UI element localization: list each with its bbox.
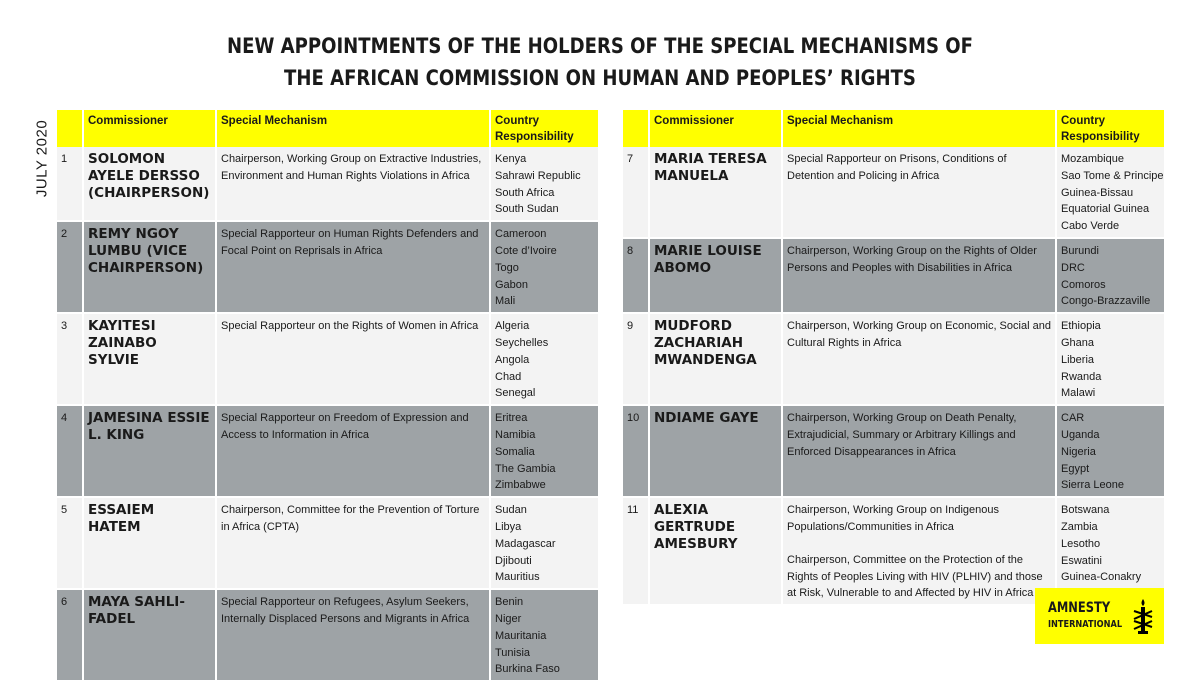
country-list <box>490 221 598 313</box>
country-item: Egypt <box>1061 462 1090 475</box>
header-number <box>57 110 83 147</box>
special-mechanism: Chairperson, Working Group on Extractive Industries, Environment and Human Rights Violations in Africa <box>221 153 482 182</box>
header-country: Country Responsibility <box>490 110 598 147</box>
country-item: Tunisia <box>495 646 531 659</box>
commissioner-name: NDIAME GAYE <box>649 405 782 497</box>
country-item: Lesotho <box>1061 537 1101 550</box>
special-mechanism-cell <box>216 589 490 680</box>
country-item: South Sudan <box>495 203 559 216</box>
country-item: Togo <box>495 261 519 274</box>
table-header-row <box>57 110 598 147</box>
logo-line-2: INTERNATIONAL <box>1048 619 1123 630</box>
country-list <box>1056 147 1164 238</box>
row-number: 7 <box>623 147 649 238</box>
country-item: Mauritania <box>495 629 547 642</box>
country-list <box>1056 405 1164 497</box>
country-list <box>490 589 598 680</box>
country-item: Benin <box>495 596 524 609</box>
country-item: Eritrea <box>495 412 528 425</box>
table-row <box>623 238 1164 313</box>
country-item: Malawi <box>1061 387 1096 400</box>
commissioner-name: REMY NGOY LUMBU (VICE CHAIRPERSON) <box>83 221 216 313</box>
special-mechanism-cell <box>216 497 490 589</box>
commissioner-name: MUDFORD ZACHARIAH MWANDENGA <box>649 313 782 405</box>
country-item: Sudan <box>495 504 527 517</box>
country-item: Mauritius <box>495 571 540 584</box>
special-mechanism-cell <box>216 221 490 313</box>
logo-line-1: AMNESTY <box>1048 600 1111 616</box>
country-item: Cameroon <box>495 228 547 241</box>
row-number: 10 <box>623 405 649 497</box>
left-appointments-table <box>57 110 598 680</box>
special-mechanism: Special Rapporteur on Prisons, Conditions of Detention and Policing in Africa <box>787 153 1007 182</box>
commissioner-name: KAYITESI ZAINABO SYLVIE <box>83 313 216 405</box>
country-item: DRC <box>1061 261 1085 274</box>
table-row <box>57 497 598 589</box>
country-item: Guinea-Bissau <box>1061 186 1134 199</box>
date-text: JULY 2020 <box>33 119 51 198</box>
special-mechanism-cell <box>216 313 490 405</box>
table-row <box>57 313 598 405</box>
special-mechanism: Special Rapporteur on Human Rights Defenders and Focal Point on Reprisals in Africa <box>221 228 479 257</box>
row-number: 11 <box>623 497 649 604</box>
country-item: Angola <box>495 353 530 366</box>
commissioner-name: MARIA TERESA MANUELA <box>649 147 782 238</box>
special-mechanism: Chairperson, Working Group on Death Penalty, Extrajudicial, Summary or Arbitrary Killings and Enforced Disappearances in Africa <box>787 412 1017 458</box>
header-number <box>623 110 649 147</box>
row-number: 9 <box>623 313 649 405</box>
country-list <box>490 313 598 405</box>
country-item: Mali <box>495 295 516 308</box>
country-item: Rwanda <box>1061 370 1102 383</box>
commissioner-name: ALEXIA GERTRUDE AMESBURY <box>649 497 782 604</box>
commissioner-name: SOLOMON AYELE DERSSO (CHAIRPERSON) <box>83 147 216 221</box>
country-item: Congo-Brazzaville <box>1061 295 1151 308</box>
country-item: Cabo Verde <box>1061 220 1120 233</box>
row-number: 8 <box>623 238 649 313</box>
row-number: 2 <box>57 221 83 313</box>
country-item: Seychelles <box>495 336 549 349</box>
country-item: Somalia <box>495 445 535 458</box>
row-number: 6 <box>57 589 83 680</box>
country-item: South Africa <box>495 186 555 199</box>
country-item: Zimbabwe <box>495 479 546 492</box>
commissioner-name: MARIE LOUISE ABOMO <box>649 238 782 313</box>
title-line-2: THE AFRICAN COMMISSION ON HUMAN AND PEOPLES’ RIGHTS <box>284 66 916 90</box>
special-mechanism: Chairperson, Working Group on Indigenous Populations/Communities in Africa <box>787 504 999 533</box>
country-list <box>1056 313 1164 405</box>
table-row <box>623 405 1164 497</box>
country-item: Namibia <box>495 428 536 441</box>
page-title <box>84 30 1116 94</box>
country-list <box>1056 238 1164 313</box>
special-mechanism: Chairperson, Working Group on Economic, Social and Cultural Rights in Africa <box>787 320 1051 349</box>
title-line-1: NEW APPOINTMENTS OF THE HOLDERS OF THE SPECIAL MECHANISMS OF <box>226 34 973 58</box>
commissioner-name: MAYA SAHLI-FADEL <box>83 589 216 680</box>
table-header-row <box>623 110 1164 147</box>
special-mechanism: Chairperson, Working Group on the Rights of Older Persons and Peoples with Disabilities in Africa <box>787 244 1037 274</box>
table-row <box>57 589 598 680</box>
country-list <box>490 405 598 497</box>
country-item: Kenya <box>495 153 527 165</box>
country-list <box>490 497 598 589</box>
country-item: Libya <box>495 520 522 533</box>
country-item: Ethiopia <box>1061 320 1101 333</box>
special-mechanism: Special Rapporteur on Freedom of Expression and Access to Information in Africa <box>221 412 469 441</box>
commissioner-name: JAMESINA ESSIE L. KING <box>83 405 216 497</box>
special-mechanism-cell <box>782 405 1056 497</box>
country-list <box>490 147 598 221</box>
header-commissioner: Commissioner <box>83 110 216 147</box>
header-mechanism: Special Mechanism <box>782 110 1056 147</box>
country-item: CAR <box>1061 412 1085 425</box>
special-mechanism-cell <box>782 313 1056 405</box>
country-item: Cote d’Ivoire <box>495 244 557 257</box>
country-item: Sao Tome & Principe <box>1061 169 1164 182</box>
special-mechanism-cell <box>782 238 1056 313</box>
country-item: Zambia <box>1061 520 1098 533</box>
special-mechanism: Special Rapporteur on the Rights of Women in Africa <box>221 320 479 333</box>
country-item: Ghana <box>1061 336 1095 349</box>
country-item: Comoros <box>1061 278 1106 291</box>
special-mechanism-cell <box>216 147 490 221</box>
header-country: Country Responsibility <box>1056 110 1164 147</box>
special-mechanism-cell <box>782 497 1056 604</box>
table-row <box>57 147 598 221</box>
country-item: Nigeria <box>1061 445 1096 458</box>
table-row <box>57 221 598 313</box>
country-item: Senegal <box>495 387 536 400</box>
country-item: Djibouti <box>495 554 532 567</box>
country-item: Botswana <box>1061 504 1110 517</box>
country-item: Mozambique <box>1061 153 1124 165</box>
country-item: Liberia <box>1061 353 1095 366</box>
right-appointments-table <box>623 110 1164 604</box>
country-item: Gabon <box>495 278 529 291</box>
country-item: Algeria <box>495 320 530 333</box>
country-item: Sahrawi Republic <box>495 169 581 182</box>
row-number: 4 <box>57 405 83 497</box>
row-number: 1 <box>57 147 83 221</box>
special-mechanism-cell <box>216 405 490 497</box>
country-item: Eswatini <box>1061 554 1102 567</box>
special-mechanism-cell <box>782 147 1056 238</box>
commissioner-name: ESSAIEM HATEM <box>83 497 216 589</box>
table-row <box>57 405 598 497</box>
table-row <box>623 313 1164 405</box>
country-item: Burkina Faso <box>495 663 560 676</box>
country-item: Equatorial Guinea <box>1061 203 1150 216</box>
header-mechanism: Special Mechanism <box>216 110 490 147</box>
header-commissioner: Commissioner <box>649 110 782 147</box>
country-item: Niger <box>495 612 522 625</box>
date-label <box>32 118 52 202</box>
special-mechanism: Chairperson, Committee on the Protection of the Rights of Peoples Living with HIV (PLHIV) and those at Risk, Vulnerable to and Affected by HIV in Africa <box>787 553 1043 600</box>
candle-icon <box>1131 597 1155 637</box>
country-item: Chad <box>495 370 522 383</box>
table-row <box>623 147 1164 238</box>
country-item: Uganda <box>1061 428 1100 441</box>
row-number: 5 <box>57 497 83 589</box>
country-item: Madagascar <box>495 537 556 550</box>
special-mechanism: Chairperson, Committee for the Prevention of Torture in Africa (CPTA) <box>221 504 480 533</box>
row-number: 3 <box>57 313 83 405</box>
country-item: The Gambia <box>495 462 556 475</box>
special-mechanism: Special Rapporteur on Refugees, Asylum Seekers, Internally Displaced Persons and Migrants in Africa <box>221 596 470 625</box>
country-item: Burundi <box>1061 244 1099 257</box>
country-item: Guinea-Conakry <box>1061 571 1142 584</box>
country-item: Sierra Leone <box>1061 479 1124 492</box>
amnesty-international-logo <box>1035 588 1164 644</box>
